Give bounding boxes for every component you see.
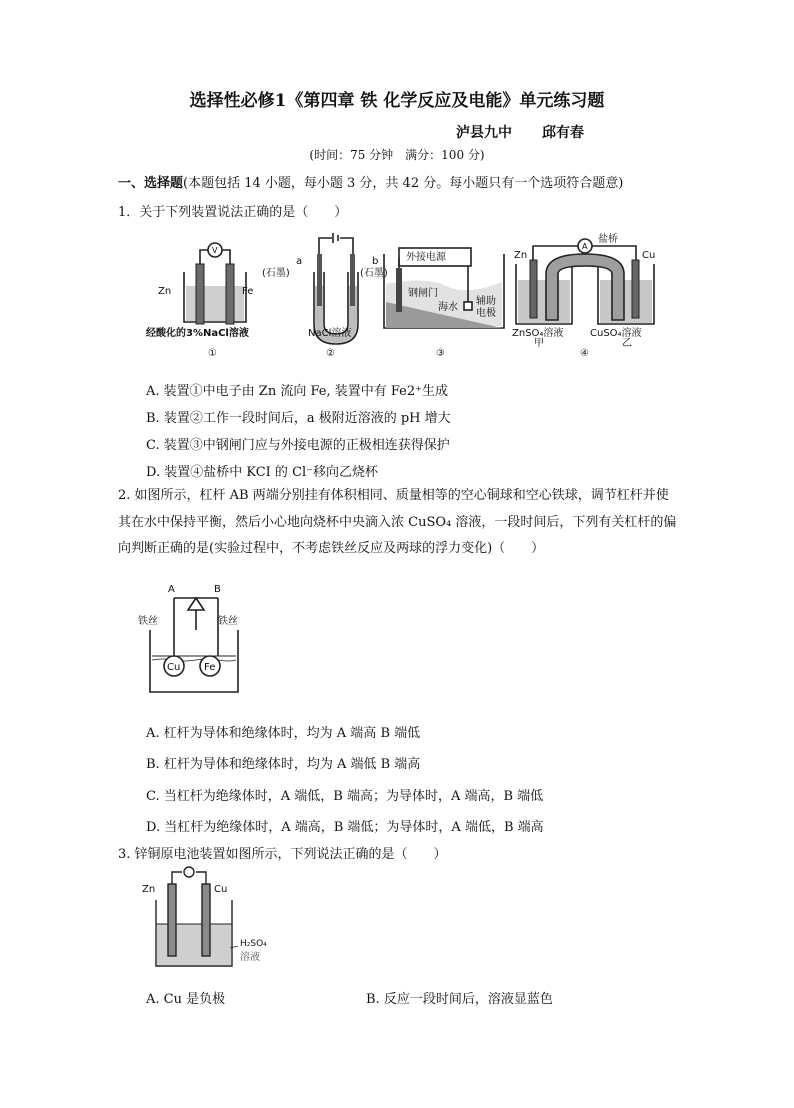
device-2-number: ②	[326, 348, 335, 359]
question-2-option-a: A. 杠杆为导体和绝缘体时，均为 A 端高 B 端低	[146, 726, 421, 741]
device-2-b-label: b	[372, 256, 379, 267]
device-1-caption: 经酸化的3%NaCl溶液	[146, 328, 249, 339]
device-3-water-label: 海水	[438, 302, 458, 313]
school-name: 泸县九中	[456, 125, 512, 141]
copper-ball-label: Cu	[167, 662, 181, 673]
device-2-a-label: a	[296, 256, 303, 267]
device-4-right-solution: CuSO₄溶液	[590, 328, 642, 339]
question-1-stem: 1．关于下列装置说法正确的是（ ）	[118, 205, 348, 220]
iron-ball-label: Fe	[204, 662, 216, 673]
right-wire-label: 铁丝	[218, 616, 238, 627]
device-3-power-label: 外接电源	[406, 252, 446, 263]
device-4-yi-label: 乙	[622, 338, 632, 349]
device-4-jia-label: 甲	[534, 338, 544, 349]
device-4-diagram	[516, 239, 654, 324]
time-info: (时间：75 分钟 满分：100 分)	[309, 148, 485, 162]
question-1-option-d: D. 装置④盐桥中 KCI 的 Cl⁻移向乙烧杯	[146, 465, 379, 480]
device-4-zn-label: Zn	[514, 250, 528, 261]
question-2-option-b: B. 杠杆为导体和绝缘体时，均为 A 端低 B 端高	[146, 757, 421, 772]
acid-label: H₂SO₄	[240, 939, 267, 949]
left-wire-label: 铁丝	[138, 616, 158, 627]
page-title: 选择性必修1《第四章 铁 化学反应及电能》单元练习题	[189, 91, 605, 111]
device-3-number: ③	[436, 348, 445, 359]
section-desc: (本题包括 14 小题，每小题 3 分，共 42 分。每小题只有一个选项符合题意)	[183, 176, 624, 191]
question-2-option-c: C. 当杠杆为绝缘体时，A 端低，B 端高；为导体时，A 端高，B 端低	[146, 789, 544, 804]
section-title: 一、选择题	[118, 176, 184, 191]
device-4-left-solution: ZnSO₄溶液	[512, 328, 564, 339]
device-4-ammeter-label: A	[582, 242, 588, 251]
device-2-caption: NaCl溶液	[308, 328, 352, 339]
device-1-voltmeter-label: V	[212, 246, 218, 255]
device-1-zn-label: Zn	[158, 286, 172, 297]
solution-label: 溶液	[240, 952, 260, 963]
device-3-aux-label-2: 电极	[476, 308, 496, 319]
device-1-fe-label: Fe	[242, 286, 254, 297]
section-heading	[118, 172, 623, 191]
question-1-figure	[146, 224, 676, 364]
device-2-b-note: (石墨)	[360, 268, 388, 279]
question-3-option-a: A. Cu 是负极	[146, 992, 226, 1007]
question-1-option-a: A. 装置①中电子由 Zn 流向 Fe, 装置中有 Fe2⁺生成	[146, 384, 448, 399]
question-3-stem: 3. 锌铜原电池装置如图所示，下列说法正确的是（ ）	[118, 847, 447, 862]
device-4-cu-label: Cu	[642, 250, 656, 261]
lever-b-label: B	[214, 584, 221, 595]
cu-electrode-label: Cu	[214, 884, 228, 895]
device-2-a-note: (石墨)	[262, 268, 290, 279]
author-line	[456, 122, 584, 142]
device-1-number: ①	[208, 348, 217, 359]
device-3-gate-label: 钢闸门	[408, 288, 438, 299]
question-1-option-c: C. 装置③中钢闸门应与外接电源的正极相连获得保护	[146, 438, 450, 453]
question-2-figure	[138, 580, 248, 700]
lever-a-label: A	[168, 584, 175, 595]
device-4-number: ④	[580, 348, 589, 359]
author-name: 邱有春	[542, 125, 584, 141]
device-3-aux-label-1: 辅助	[476, 296, 496, 307]
device-4-bridge-label: 盐桥	[598, 234, 618, 245]
zn-electrode-label: Zn	[142, 884, 156, 895]
device-1-diagram	[184, 243, 246, 324]
question-3-option-b: B. 反应一段时间后，溶液显蓝色	[366, 992, 553, 1007]
question-3-figure	[142, 862, 282, 974]
question-1-option-b: B. 装置②工作一段时间后，a 极附近溶液的 pH 增大	[146, 411, 451, 426]
question-2-option-d: D. 当杠杆为绝缘体时，A 端高，B 端低；为导体时，A 端低，B 端高	[146, 820, 544, 835]
question-2-stem: 2. 如图所示，杠杆 AB 两端分别挂有体积相同、质量相等的空心铜球和空心铁球，调节杠杆并使其在水中保持平衡，然后小心地向烧杯中央滴入浓 CuSO₄ 溶液，一段时间后，下列有关杠杆的偏向判断正确的是(实验过程中，不考虑铁丝反应及两球的浮力变化)（ ）	[118, 488, 677, 556]
